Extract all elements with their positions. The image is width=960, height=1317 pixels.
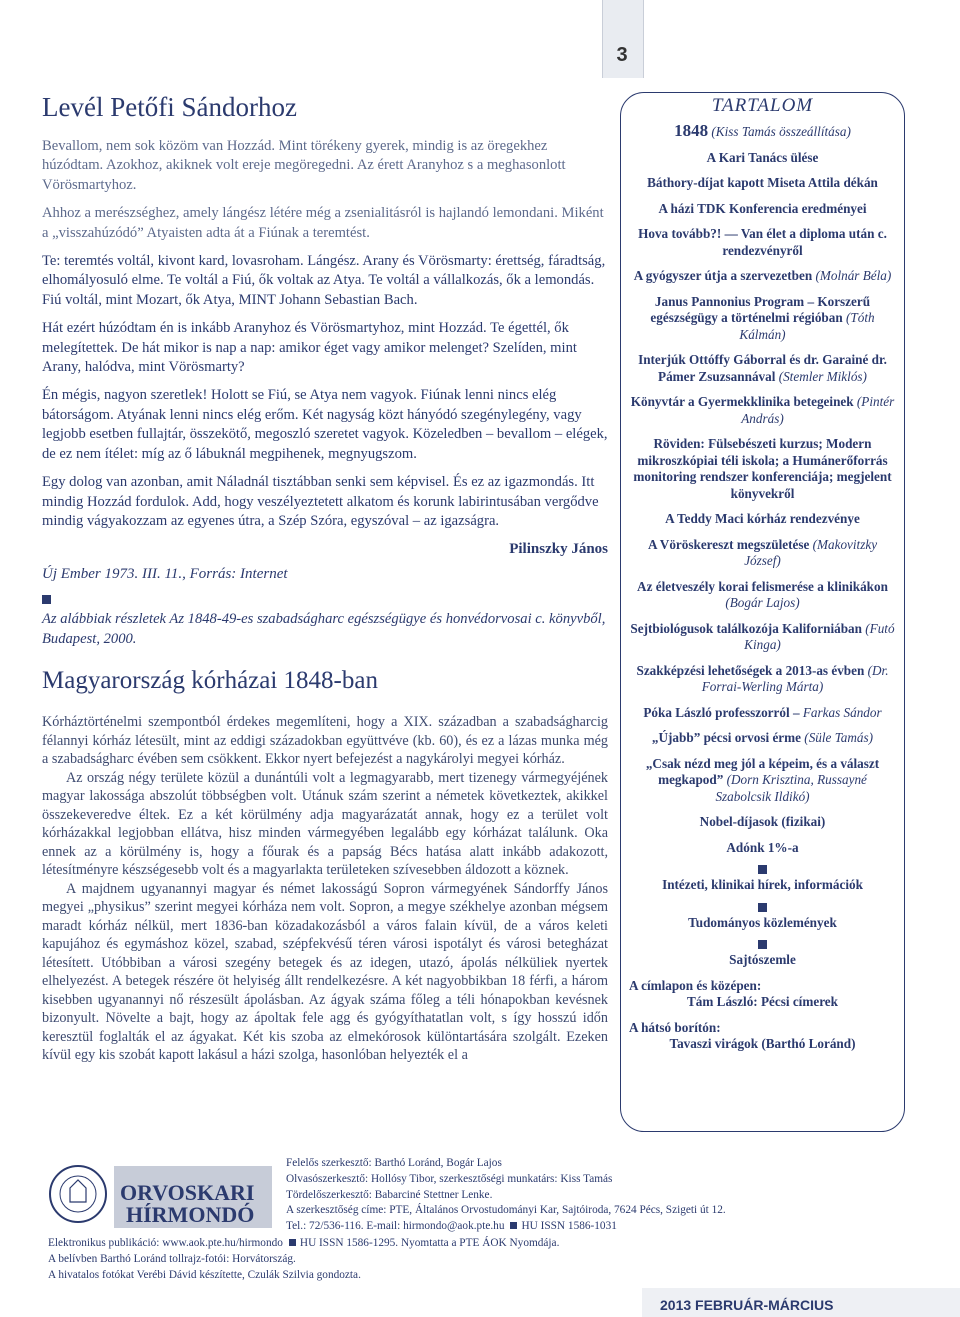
contact-line: Tel.: 72/536-116. E-mail: hirmondo@aok.pte.hu [286, 1220, 505, 1233]
web-link[interactable]: Elektronikus publikáció: www.aok.pte.hu/hirmondo [48, 1237, 283, 1249]
letter-paragraph: Én mégis, nagyon szeretlek! Holott se Fiú, se Atya nem vagyok. Fiúnak lenni nincs elég bátorságom. Atyának lenni nincs elég erőm. Két nagyság közt hányódó szegénylegény, vagy legjobb esetben fullajtár, összekötő, megoszló szeretet vagyok. Közeledben – bevallom – elégek, de ez nem ítélet: míg az ő lábuknál megpihenek, megnyugszom. [42, 387, 608, 462]
toc-entry-author: (Pintér András) [741, 394, 895, 426]
letter-paragraph: Te: teremtés voltál, kivont kard, lovasroham. Lángész. Arany és Vörösmarty: érettség, fáradtság, elhomályosuló elme. Te voltál a Fiú, ők voltak az Atya. Te voltál a vállalkozás, ők a lemondás. Fiú voltál, mint Mozart, ők Atya, MINT Johann Sebastian Bach. [42, 253, 606, 308]
toc-entry-title: A Kari Tanács ülése [706, 149, 819, 165]
toc-entry-title: „Csak nézd meg jól a képeim, és a választ megkapod” [645, 755, 880, 787]
toc-entry-title: Szakképzési lehetőségek a 2013-as évben [636, 662, 865, 678]
toc-entry-title: Báthory-díjat kapott Miseta Attila dékán [647, 175, 878, 190]
toc-entry[interactable] [629, 840, 896, 857]
main-column [42, 84, 608, 1065]
article-title: Magyarország kórházai 1848-ban [42, 667, 378, 695]
toc-entry-title: „Újabb” pécsi orvosi érme [651, 730, 801, 745]
publication-line [48, 1236, 768, 1252]
article-paragraph: A majdnem ugyanannyi magyar és német lakosságú Sopron vármegyének Sándorffy János megyei „physikus” szerint megyei kórháza nem volt. Sopron, a megye székhelye azonban mégsem maradt kórház nélkül, mert 1836-ban közadakozásból a város falain kívül, de a város keleti kapujához és egymáshoz közel, szabad, szépfekvésű téren városi ispotályt és városi betegházat létesített. Utóbbiban a városi szegény betegek és az idegen, utazó, ápolás nélküliek nyertek elhelyezést. A betegek részére öt helyiség állt rendelkezésre. A két nagyobbikban 18 férfi, a három kisebben ugyanannyi nő részesült ápolásban. Az ágyak száma főleg a téli hónapokban kevésnek bizonyult. Növelte a bajt, hogy az ápoltak fele agg és gyógyíthatatlan volt, s így hosszú időn keresztül foglalták el az ágyakat. Két kis szoba az elmekórosok különtartására szolgált. Ezeken kívül egy kis szobát kapott lakásul a házi szolga, hasonlóban helyezték el a [42, 880, 608, 1064]
toc-entry[interactable] [629, 394, 896, 427]
publication-line: A belívben Barthó Loránd tollrajz-fotói: Horvátország. [48, 1252, 296, 1265]
article-paragraph: Az ország négy területe közül a dunántúli volt a legmagyarabb, mert tizenegy vármegyéjének magyar lakossága abszolút többségben volt. Utánuk szám szerint a németek következtek, akikkel összekeveredve éltek. Ez a két körülmény adja magyarázatát annak, hogy ez a terület volt kórházakkal legjobban ellátva, hisz minden vármegyében legalább egy kórházat találunk. Oka ennek az a körülmény is, hogy a főurak és a papság Bécs hatása alatt inkább adakozott, létesítményre készségesebb volt és a magyarlakta területeken szívesebben áldozott a köznek. [42, 769, 608, 879]
section-bullet-icon [42, 595, 51, 604]
toc-entry-author: Farkas Sándor [802, 704, 882, 720]
toc-entry[interactable] [629, 226, 896, 259]
toc-entry[interactable] [629, 814, 896, 831]
letter-paragraph: Egy dolog van azonban, amit Náladnál tisztábban senki sem képvisel. És ez az igazmondás. Itt mindig Hozzád fordulok. Add, hogy veszélyeztetett alkatom és korunk labirintusában vergődve mindig vágyakozzam az egyenes útra, a Szép Szóra, egyszóval – az igazságra. [42, 474, 599, 529]
toc-section[interactable]: Tudományos közlemények [688, 914, 837, 930]
toc-entry[interactable] [629, 352, 896, 385]
letter-signature: Pilinszky János [509, 541, 608, 558]
toc-entry[interactable] [629, 150, 896, 167]
toc-entry[interactable] [629, 705, 896, 722]
toc-entry-author: (Dorn Krisztina, Russayné Szabolcsik Ildikó) [715, 772, 867, 804]
toc-entry-title: A házi TDK Konferencia eredményei [658, 200, 867, 216]
imprint-line: Felelős szerkesztő: Barthó Loránd, Bogár Lajos [286, 1157, 502, 1169]
orvoskari-hirmondo-logo [48, 1158, 276, 1236]
toc-entry[interactable] [629, 537, 896, 570]
letter-source: Új Ember 1973. III. 11., Forrás: Internet [42, 566, 288, 583]
toc-entry-title: Adónk 1%-a [726, 839, 799, 855]
intro-note: Az alábbiak részletek Az 1848-49-es szabadságharc egészségügye és honvédorvosai c. könyvből, Budapest, 2000. [42, 611, 606, 647]
toc-entry-author: (Kiss Tamás összeállítása) [711, 124, 851, 139]
imprint-line: Olvasószerkesztő: Hollósy Tibor, szerkesztőségi munkatárs: Kiss Tamás [286, 1172, 613, 1185]
toc-entry[interactable] [629, 436, 896, 502]
imprint-line [286, 1219, 766, 1235]
back-cover-value: Tavaszi virágok (Barthó Loránd) [669, 1036, 856, 1051]
toc-entry[interactable] [629, 268, 896, 285]
toc-entry-title: Hova tovább?! — Van élet a diploma után c. rendezvényről [638, 226, 887, 258]
toc-section[interactable]: Intézeti, klinikai hírek, információk [662, 877, 863, 892]
imprint-line: A szerkesztőség címe: PTE, Általános Orvostudományi Kar, Sajtóiroda, 7624 Pécs, Szigeti út 12. [286, 1204, 726, 1217]
square-bullet-icon [289, 1239, 296, 1246]
toc-entry[interactable] [629, 294, 896, 344]
toc-entry[interactable] [629, 511, 896, 528]
toc-entry-author: (Makovitzky József) [744, 536, 878, 568]
toc-entry-title: Póka László professzorról – [643, 704, 800, 720]
letter-paragraph: Hát ezért húzódtam én is inkább Aranyhoz és Vörösmartyhoz, mint Hozzád. Te égettél, ők melegítettek. De hát mikor is nap a nap: amikor éget vagy amikor melenget? Szelíden, mint Arany, halódva, mint Vörösmarty? [42, 320, 577, 376]
toc-entry-title: Nobel-díjasok (fizikai) [699, 814, 826, 829]
toc-entry-title: A Vöröskereszt megszületése [647, 536, 810, 552]
issn-print: HU ISSN 1586-1031 [521, 1220, 617, 1233]
page-number: 3 [616, 44, 628, 66]
square-bullet-icon [510, 1222, 517, 1229]
cover-value: Tám László: Pécsi címerek [686, 994, 838, 1009]
publication-info [48, 1236, 768, 1283]
toc-entry[interactable] [629, 621, 896, 654]
toc-entry[interactable] [629, 201, 896, 218]
toc-entry-author: (Stemler Miklós) [778, 368, 867, 384]
toc-bullet-icon [758, 940, 767, 949]
toc-entry-title: Janus Pannonius Program – Korszerű egészségügy a történelmi régióban [650, 293, 871, 325]
cover-label: A címlapon és középen: [629, 977, 762, 993]
toc-entry[interactable] [629, 756, 896, 806]
imprint-line: Tördelőszerkesztő: Babarciné Stettner Lenke. [286, 1188, 493, 1201]
toc-entry-author: (Dr. Forrai-Werling Márta) [701, 662, 889, 694]
imprint [286, 1156, 766, 1235]
toc-bullet-icon [758, 865, 767, 874]
toc-entry-author: (Molnár Béla) [815, 268, 892, 283]
toc-entry-author: (Futó Kinga) [744, 620, 895, 652]
toc-entry[interactable] [629, 730, 896, 747]
toc-heading: TARTALOM [711, 95, 814, 116]
logo-text-2: HÍRMONDÓ [126, 1202, 255, 1227]
table-of-contents [620, 92, 905, 1132]
toc-entry-title: Sejtbiológusok találkozója Kaliforniában [630, 620, 862, 636]
toc-entry-title: Könyvtár a Gyermekklinika betegeinek [630, 394, 854, 409]
article-body [42, 713, 608, 1065]
toc-entry[interactable] [629, 175, 896, 192]
toc-entry-title: Interjúk Ottóffy Gáborral és dr. Garainé dr. Pámer Zsuzsannával [638, 352, 887, 384]
letter-paragraph: Ahhoz a merészséghez, amely lángész létére még a zsenialitásról is hajlandó lemondani. Miként a „visszahúzódó” Atyaisten adta át a Fiúnak a teremtést. [42, 205, 604, 241]
back-cover-label: A hátsó borítón: [629, 1019, 721, 1035]
toc-entry-title: Az életveszély korai felismerése a klinikákon [637, 578, 888, 594]
toc-bullet-icon [758, 903, 767, 912]
toc-entry-author: (Süle Tamás) [804, 730, 874, 745]
toc-entry-author: (Tóth Kálmán) [739, 310, 875, 342]
logo-text-1: ORVOSKARI [120, 1180, 255, 1205]
toc-entries [629, 123, 896, 856]
toc-entry-title: 1848 [674, 121, 709, 140]
publication-line: A hivatalos fotókat Verébi Dávid készítette, Czulák Szilvia gondozta. [48, 1268, 361, 1281]
letter-title: Levél Petőfi Sándorhoz [42, 92, 297, 122]
toc-entry[interactable] [629, 123, 896, 141]
toc-section[interactable]: Sajtószemle [729, 952, 796, 967]
toc-entry-title: A Teddy Maci kórház rendezvénye [665, 511, 860, 526]
toc-entry-author: (Bogár Lajos) [725, 595, 800, 610]
toc-entry-title: Röviden: Fülsebészeti kurzus; Modern mikroszkópiai téli iskola; a Humánerőforrás monitoring rendszer konferenciája; megjelent könyvekről [633, 436, 892, 501]
letter-paragraph: Bevallom, nem sok közöm van Hozzád. Mint törékeny gyerek, mindig is az öregekhez húzódtam. Azokhoz, akiknek volt ereje megöregedni. Az érett Aranyhoz s a meghasonlott Vörösmartyhoz. [42, 138, 566, 193]
issue-date: 2013 FEBRUÁR-MÁRCIUS [660, 1297, 834, 1313]
toc-entry-title: A gyógyszer útja a szervezetben [633, 268, 813, 283]
article-paragraph: Kórháztörténelmi szempontból érdekes megemlíteni, hogy a XIX. században a szabadságharcig félannyi kórház létesült, mint az eddigi századokban együttvéve (kb. 60), és ez a lázas munka még a szabadságharc évében sem csökkent. Ekkor nyert befejezést a nagykárolyi megyei kórház. [42, 714, 608, 768]
toc-entry[interactable] [629, 663, 896, 696]
toc-entry[interactable] [629, 579, 896, 612]
issn-online: HU ISSN 1586-1295. Nyomtatta a PTE ÁOK Nyomdája. [299, 1237, 560, 1249]
